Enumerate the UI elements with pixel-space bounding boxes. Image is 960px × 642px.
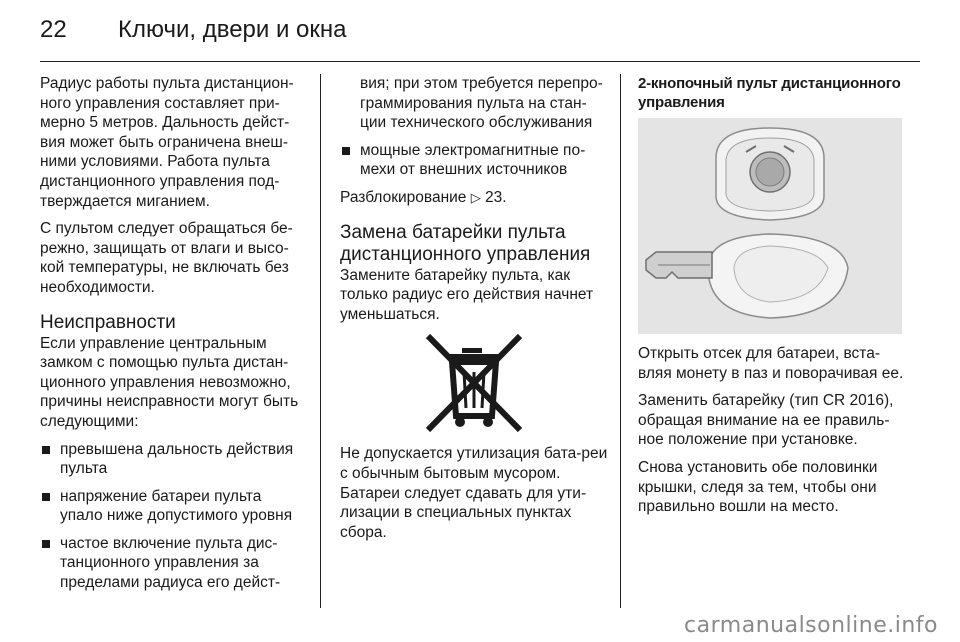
unlock-reference — [340, 188, 608, 208]
column-divider — [320, 74, 321, 608]
list-item: превышена дальность действия пульта — [40, 440, 308, 479]
header-rule — [40, 61, 920, 62]
unlock-text: Разблокирование — [340, 188, 467, 206]
list-item: мощные электромагнитные по-мехи от внешних источников — [340, 141, 608, 180]
page-ref-arrow-icon: ▷ — [470, 189, 481, 205]
column-divider — [620, 74, 621, 608]
malfunction-paragraph: Если управление центральным замком с помощью пульта дистан-ционного управления невозможно, причины неисправности могут быть следующими: — [40, 334, 299, 430]
disposal-paragraph: Не допускается утилизация бата-реи с обычным бытовым мусором. Батареи следует сдавать для ути-лизации в специальных пунктах сбора. — [340, 445, 608, 541]
malfunction-heading: Неисправности — [40, 311, 176, 333]
range-paragraph: Радиус работы пульта дистанцион-ного управления составляет при-мерно 5 метров. Дальность дейст-вия может быть ограничена внеш-ними условиями. Работа пульта дистанционного управления под-тверждается миганием. — [40, 75, 294, 210]
page-header — [40, 16, 920, 46]
replace-battery-paragraph: Заменить батарейку (тип CR 2016), обращая внимание на ее правиль-ное положение при установке. — [638, 392, 894, 449]
care-paragraph: С пультом следует обращаться бе-режно, защищать от влаги и высо-кой температуры, не включать без необходимости. — [40, 220, 293, 296]
open-compartment-paragraph: Открыть отсек для батареи, вста-вляя монету в паз и поворачивая ее. — [638, 345, 904, 382]
remote-key-illustration — [638, 118, 902, 334]
column-3 — [638, 74, 908, 525]
page-title: Ключи, двери и окна — [118, 16, 347, 43]
malfunction-list-continued — [340, 74, 608, 180]
page-number: 22 — [40, 16, 67, 43]
column-1 — [40, 74, 308, 601]
list-item: напряжение батареи пульта упало ниже допустимого уровня — [40, 487, 308, 526]
crossed-out-bin-icon — [422, 332, 526, 436]
column-2 — [340, 74, 608, 550]
reassemble-paragraph: Снова установить обе половинки крышки, следя за тем, чтобы они правильно вошли на место. — [638, 458, 878, 516]
malfunction-list — [40, 440, 308, 593]
battery-replacement-heading: Замена батарейки пульта дистанционного управления — [340, 221, 591, 265]
list-item-continuation: вия; при этом требуется перепро-граммирования пульта на стан-ции технического обслуживания — [360, 75, 603, 132]
watermark: carmanualsonline.info — [684, 613, 938, 638]
list-item: частое включение пульта дис-танционного управления за пределами радиуса его дейст- — [40, 534, 308, 593]
unlock-page-ref: 23. — [485, 188, 507, 206]
remote-heading: 2-кнопочный пульт дистанционного управления — [638, 75, 901, 111]
battery-replacement-paragraph: Замените батарейку пульта, как только радиус его действия начнет уменьшаться. — [340, 266, 594, 323]
